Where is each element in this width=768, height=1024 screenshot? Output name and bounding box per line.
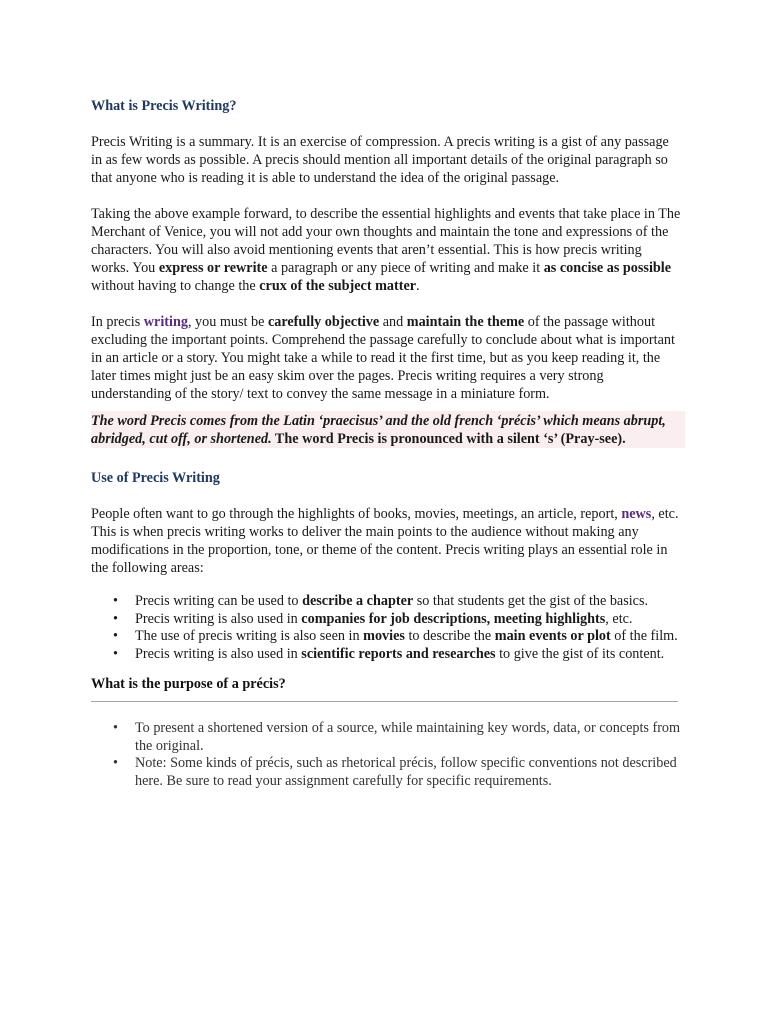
list-item: • The use of precis writing is also seen in movies to describe the main events or plot of the film. bbox=[113, 628, 678, 644]
bullet-icon: • bbox=[113, 645, 118, 662]
heading-purpose: What is the purpose of a précis? bbox=[91, 676, 286, 692]
list-item: • Precis writing can be used to describe a chapter so that students get the gist of the basics. bbox=[113, 593, 649, 609]
intro-paragraph: Precis Writing is a summary. It is an exercise of compression. A precis writing is a gist of any passage in as few words as possible. A precis should mention all important details of the original paragraph so that anyone who is reading it is able to understand the idea of the original passage. bbox=[91, 134, 669, 186]
list-item: • Note: Some kinds of précis, such as rhetorical précis, follow specific conventions not described here. Be sure to read your assignment carefully for specific requirements. bbox=[113, 755, 677, 789]
merchant-paragraph: Taking the above example forward, to describe the essential highlights and events that take place in The Merchant of Venice, you will not add your own thoughts and maintain the tone and expressions of the characters. You will also avoid mentioning events that aren’t essential. This is how precis writing works. You express or rewrite a paragraph or any piece of writing and make it as concise as possible without having to change the crux of the subject matter. bbox=[91, 206, 681, 294]
news-link[interactable]: news bbox=[621, 506, 652, 522]
heading-use-of-precis: Use of Precis Writing bbox=[91, 470, 220, 486]
bullet-icon: • bbox=[113, 755, 118, 771]
heading-what-is-precis: What is Precis Writing? bbox=[91, 98, 237, 114]
bullet-icon: • bbox=[113, 593, 118, 609]
bullet-icon: • bbox=[113, 628, 118, 644]
uses-intro-paragraph: People often want to go through the highlights of books, movies, meetings, an article, report, news, etc. This is when precis writing works to deliver the main points to the audience without making any modifications in the proportion, tone, or theme of the content. Precis writing plays an essential role in the following areas: bbox=[91, 506, 679, 576]
bullet-icon: • bbox=[113, 720, 118, 736]
bullet-icon: • bbox=[113, 610, 118, 627]
list-item: • To present a shortened version of a source, while maintaining key words, data, or concepts from the original. bbox=[113, 720, 681, 754]
objective-paragraph: In precis writing, you must be carefully objective and maintain the theme of the passage without excluding the important points. Comprehend the passage carefully to conclude about what is important in an article or a story. You might take a while to read it the first time, but as you keep reading it, the later times might just be an easy skim over the pages. Precis writing requires a very strong understanding of the story/ text to convey the same message in a miniature form. bbox=[91, 314, 675, 402]
list-item: • Precis writing is also used in companies for job descriptions, meeting highlights, etc. bbox=[113, 610, 633, 627]
purpose-list bbox=[91, 720, 681, 790]
list-item: • Precis writing is also used in scientific reports and researches to give the gist of its content. bbox=[113, 645, 665, 662]
writing-link[interactable]: writing bbox=[143, 314, 188, 330]
document-page bbox=[91, 0, 681, 790]
etymology-callout: The word Precis comes from the Latin ‘praecisus’ and the old french ‘précis’ which means abrupt, abridged, cut off, or shortened. The word Precis is pronounced with a silent ‘s’ (Pray-see). bbox=[91, 411, 685, 448]
uses-list bbox=[91, 593, 681, 663]
